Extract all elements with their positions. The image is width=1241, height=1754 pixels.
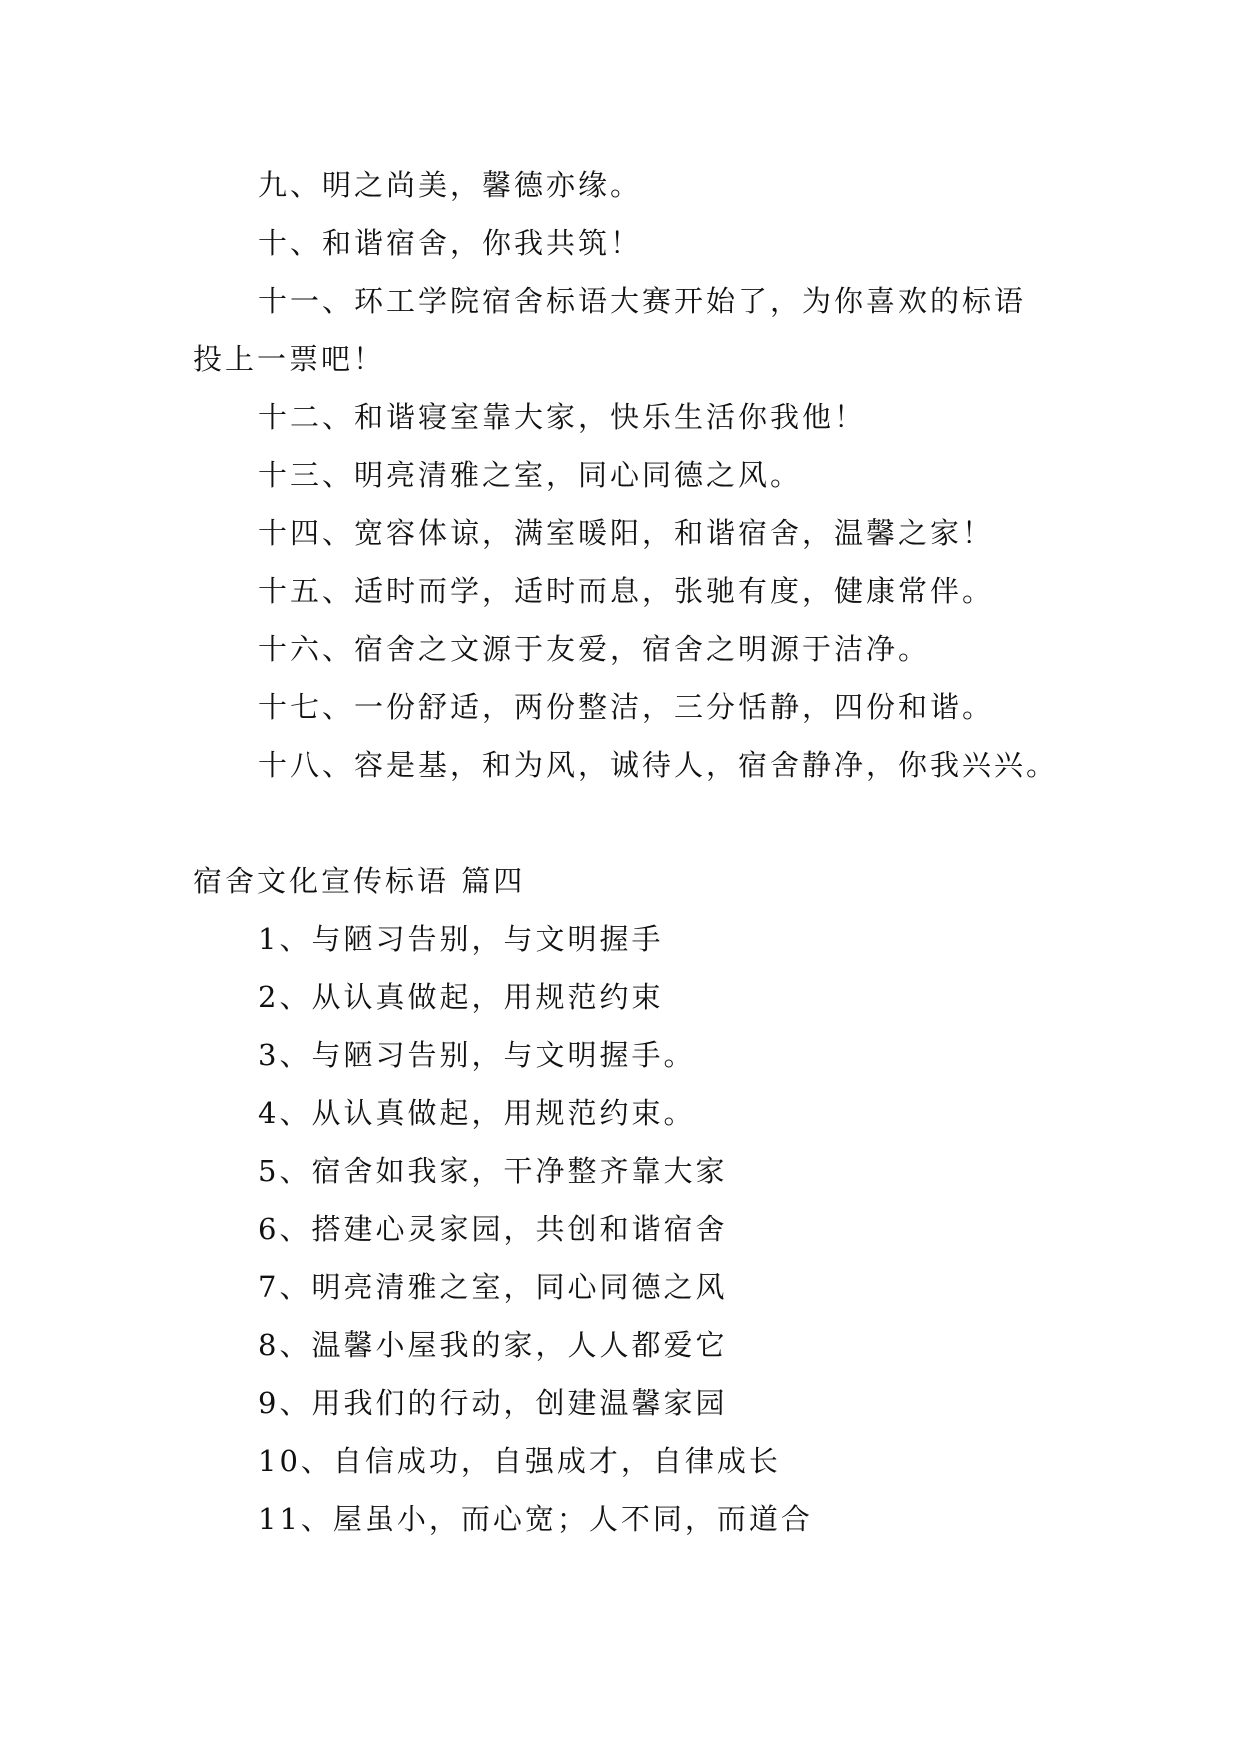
list-item-4: 4、从认真做起，用规范约束。	[258, 1096, 696, 1130]
list-item-2: 2、从认真做起，用规范约束	[258, 980, 664, 1014]
slogan-16: 十六、宿舍之文源于友爱，宿舍之明源于洁净。	[258, 632, 931, 666]
list-item-11: 11、屋虽小，而心宽；人不同，而道合	[258, 1502, 813, 1536]
list-item-3: 3、与陋习告别，与文明握手。	[258, 1038, 696, 1072]
list-item-9: 9、用我们的行动，创建温馨家园	[258, 1386, 728, 1420]
list-item-6: 6、搭建心灵家园，共创和谐宿舍	[258, 1212, 728, 1246]
slogan-13: 十三、明亮清雅之室，同心同德之风。	[258, 458, 803, 492]
slogan-11-continued: 投上一票吧！	[193, 342, 386, 376]
list-item-5: 5、宿舍如我家，干净整齐靠大家	[258, 1154, 728, 1188]
slogan-11: 十一、环工学院宿舍标语大赛开始了，为你喜欢的标语	[258, 284, 1027, 318]
section-heading: 宿舍文化宣传标语 篇四	[193, 864, 526, 898]
slogan-14: 十四、宽容体谅，满室暖阳，和谐宿舍，温馨之家！	[258, 516, 995, 550]
slogan-18: 十八、容是基，和为风，诚待人，宿舍静净，你我兴兴。	[258, 748, 1059, 782]
slogan-9: 九、明之尚美，馨德亦缘。	[258, 168, 643, 202]
slogan-10: 十、和谐宿舍，你我共筑！	[258, 226, 643, 260]
list-item-10: 10、自信成功，自强成才，自律成长	[258, 1444, 781, 1478]
slogan-15: 十五、适时而学，适时而息，张驰有度，健康常伴。	[258, 574, 995, 608]
slogan-12: 十二、和谐寝室靠大家，快乐生活你我他！	[258, 400, 867, 434]
slogan-17: 十七、一份舒适，两份整洁，三分恬静，四份和谐。	[258, 690, 995, 724]
list-item-1: 1、与陋习告别，与文明握手	[258, 922, 664, 956]
list-item-7: 7、明亮清雅之室，同心同德之风	[258, 1270, 728, 1304]
list-item-8: 8、温馨小屋我的家，人人都爱它	[258, 1328, 728, 1362]
